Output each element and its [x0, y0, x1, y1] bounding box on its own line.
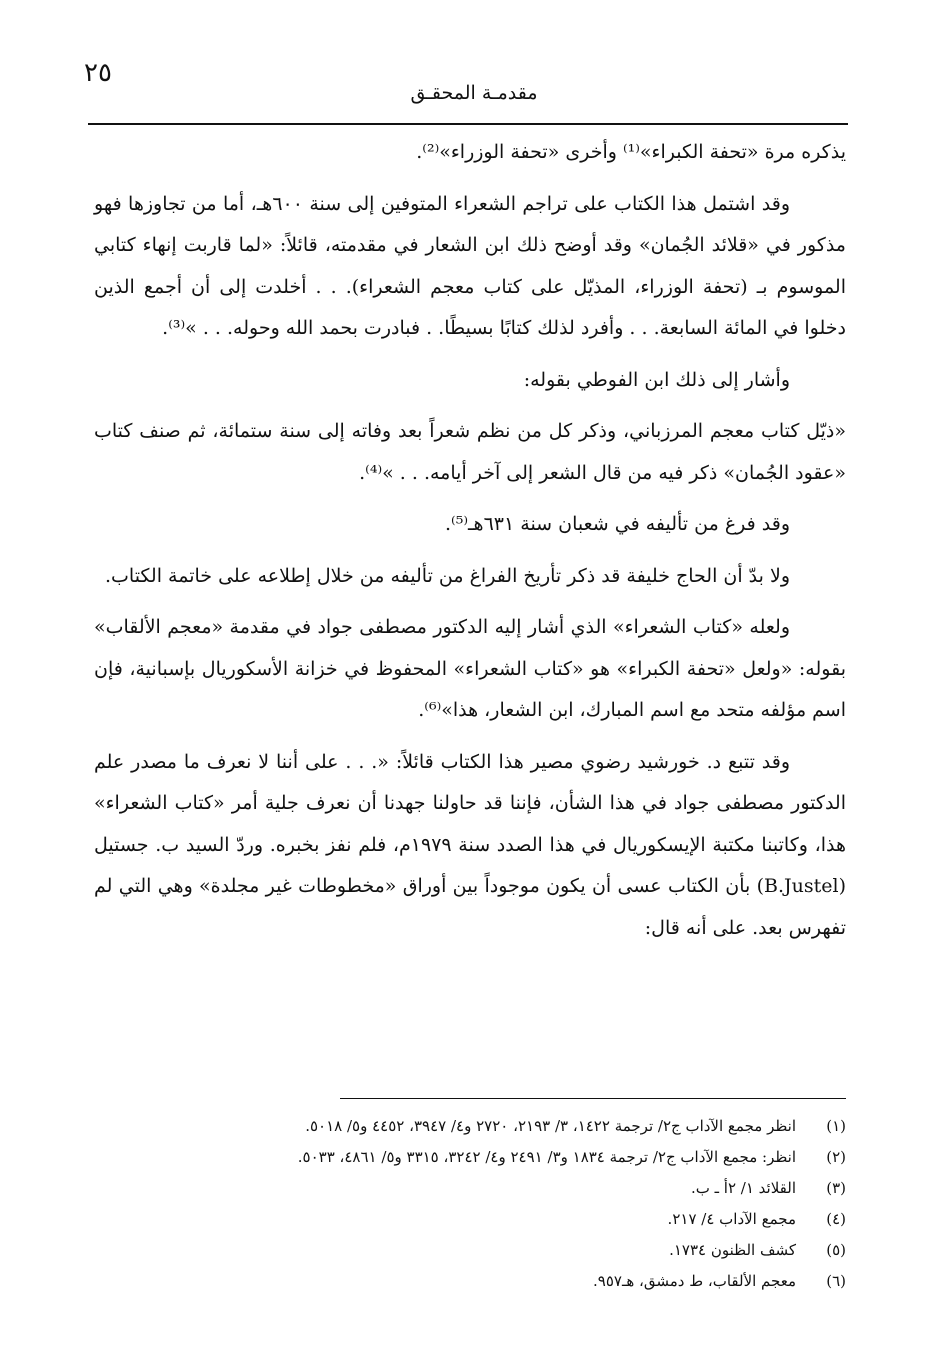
- paragraph: يذكره مرة «تحفة الكبراء»⁽¹⁾ وأخرى «تحفة الوزراء»⁽²⁾.: [416, 141, 846, 163]
- footnote-text: القلائد ١/ ٢أ ـ ب.: [690, 1178, 796, 1197]
- footnote-text: معجم الألقاب، ط دمشق، هـ٩٥٧.: [593, 1271, 796, 1290]
- paragraph: ولعله «كتاب الشعراء» الذي أشار إليه الدكتور مصطفى جواد في مقدمة «معجم الألقاب» بقوله: «ولعل «تحفة الكبراء» هو «كتاب الشعراء» المحفوظ في خزانة الأسكوريال بإسبانية، فإن اسم مؤلفه متحد مع اسم المبارك، ابن الشعار، هذا»⁽⁶⁾.: [94, 616, 846, 721]
- footnote-item: [94, 1203, 846, 1234]
- footnote-text: مجمع الآداب ٤/ ٢١٧.: [667, 1209, 796, 1228]
- footnote-text: كشف الظنون ١٧٣٤.: [669, 1240, 796, 1259]
- footnote-number: (١): [826, 1116, 846, 1135]
- header-rule: [88, 123, 848, 125]
- footnote-number: (٤): [826, 1209, 846, 1228]
- paragraph: وقد اشتمل هذا الكتاب على تراجم الشعراء المتوفين إلى سنة ٦٠٠هـ، أما من تجاوزها فهو مذكور في «قلائد الجُمان» وقد أوضح ذلك ابن الشعار في مقدمته، قائلاً: «لما قاربت إنهاء كتابي الموسوم بـ (تحفة الوزراء، المذيّل على كتاب معجم الشعراء). . . أخلدت إلى أن أجمع الذين دخلوا في المائة السابعة. . . وأفرد لذلك كتابًا بسيطًا. . فبادرت بحمد الله وحوله. . . »⁽³⁾.: [94, 192, 846, 339]
- footnote-item: [94, 1172, 846, 1203]
- paragraph: ولا بدّ أن الحاج خليفة قد ذكر تأريخ الفراغ من تأليفه من خلال إطلاعه على خاتمة الكتاب.: [104, 564, 790, 587]
- paragraph: وقد تتبع د. خورشيد رضوي مصير هذا الكتاب قائلاً: «. . . على أننا لا نعرف ما مصدر علم الدكتور مصطفى جواد في هذا الشأن، فإننا قد حاولنا جهدنا أن نعرف جلية أمر «كتاب الشعراء» هذا، وكاتبنا مكتبة الإيسكوريال في هذا الصدد سنة ١٩٧٩م، فلم نفز بخبره. وردّ السيد ب. جستيل (B.Justel) بأن الكتاب عسى أن يكون موجوداً بين أوراق «مخطوطات غير مجلدة» وهي التي لم تفهرس بعد. على أنه قال:: [94, 750, 846, 939]
- footnote-text: انظر مجمع الآداب ج٢/ ترجمة ١٤٢٢، ٣/ ٢١٩٣، ٢٧٢٠ و٤/ ٣٩٤٧، ٤٤٥٢ و٥/ ٥٠١٨.: [305, 1116, 796, 1135]
- paragraph: وأشار إلى ذلك ابن الفوطي بقوله:: [523, 368, 790, 391]
- footnote-rule: [340, 1098, 846, 1099]
- footnote-item: [94, 1234, 846, 1265]
- page-number: ٢٥: [84, 58, 112, 88]
- footnote-item: [94, 1265, 846, 1296]
- quote-paragraph: «ذيّل كتاب معجم المرزباني، وذكر كل من نظم شعراً بعد وفاته إلى سنة ستمائة، ثم صنف كتاب «عقود الجُمان» ذكر فيه من قال الشعر إلى آخر أيامه. . . »⁽⁴⁾.: [94, 420, 846, 484]
- footnote-number: (٥): [826, 1240, 846, 1259]
- footnotes: [94, 1110, 846, 1296]
- footnote-number: (٣): [826, 1178, 846, 1197]
- footnote-number: (٦): [826, 1271, 846, 1290]
- paragraph: وقد فرغ من تأليفه في شعبان سنة ٦٣١هـ⁽⁵⁾.: [444, 513, 790, 535]
- body-text: [94, 132, 846, 959]
- running-head: مقدمـة المحقـق: [410, 82, 538, 104]
- footnote-item: [94, 1110, 846, 1141]
- footnote-item: [94, 1141, 846, 1172]
- footnote-number: (٢): [826, 1147, 846, 1166]
- footnote-text: انظر: مجمع الآداب ج٢/ ترجمة ١٨٣٤ و٣/ ٢٤٩١ و٤/ ٣٢٤٢، ٣٣١٥ و٥/ ٤٨٦١، ٥٠٣٣.: [297, 1147, 796, 1166]
